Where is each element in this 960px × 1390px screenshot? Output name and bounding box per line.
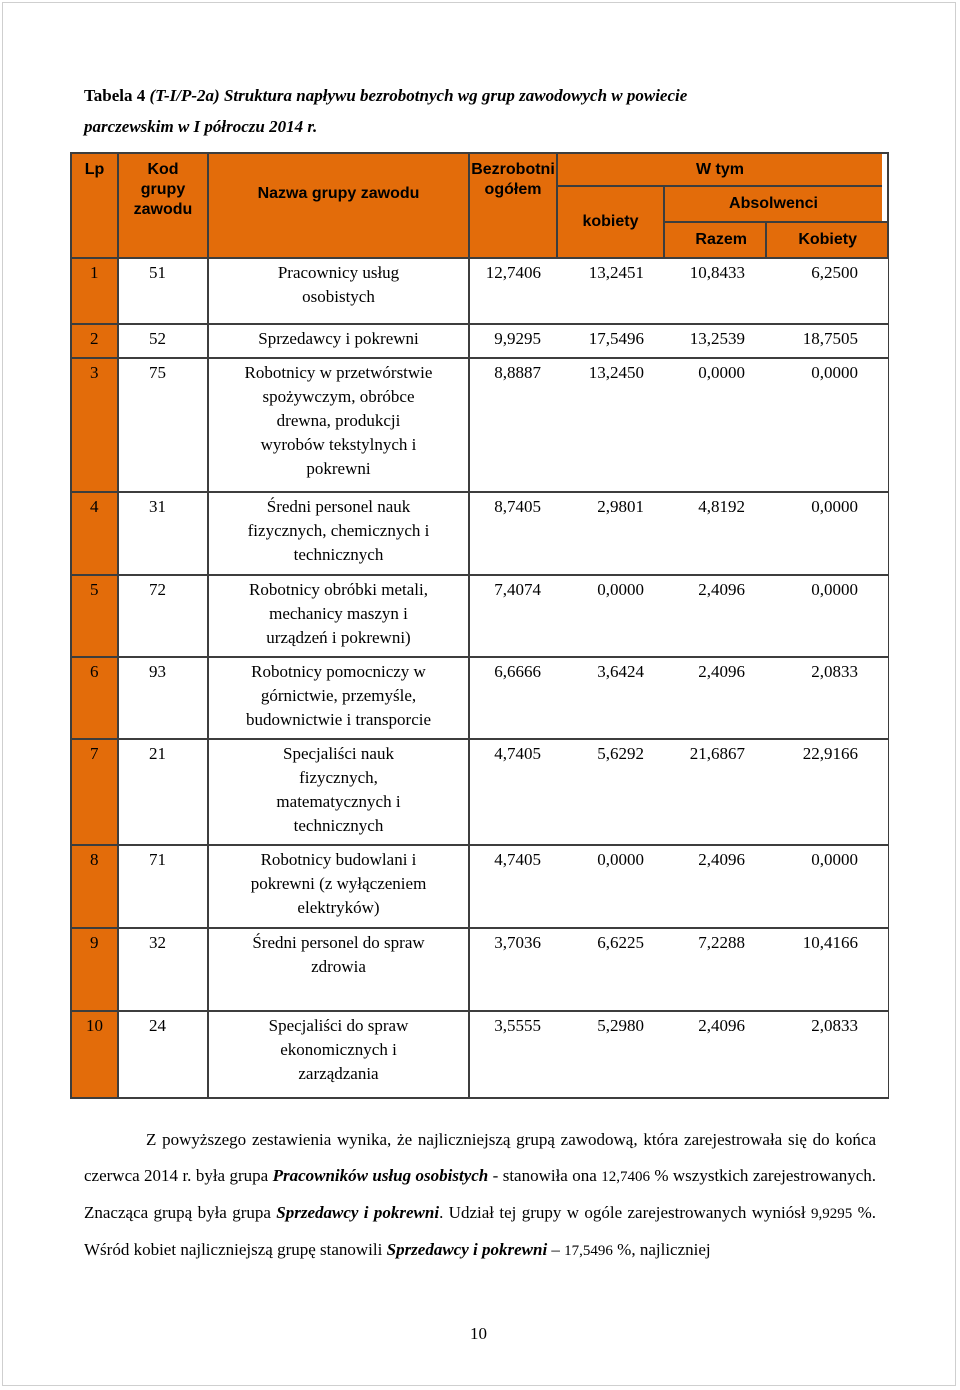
cell-group-name-line: technicznych bbox=[293, 545, 384, 564]
cell-group-name-line: technicznych bbox=[293, 816, 384, 835]
cell-group-name-line: Specjaliści nauk bbox=[283, 744, 394, 763]
value-ogolem: 4,7405 bbox=[494, 850, 541, 869]
header-bezrobotni-line: ogółem bbox=[484, 181, 542, 198]
summary-text: – bbox=[547, 1240, 565, 1259]
value-ogolem: 3,7036 bbox=[494, 933, 541, 952]
cell-lp bbox=[72, 658, 117, 738]
cell-kod bbox=[119, 740, 207, 844]
header-right-spacer bbox=[882, 154, 887, 221]
value-absolwenci-razem: 21,6867 bbox=[689, 744, 745, 763]
cell-kod bbox=[119, 1012, 207, 1097]
cell-kod-value: 93 bbox=[149, 662, 166, 681]
cell-lp-value: 9 bbox=[90, 933, 99, 952]
header-razem-label: Razem bbox=[695, 231, 747, 248]
cell-group-name-line: matematycznych i bbox=[276, 792, 401, 811]
value-ogolem: 7,4074 bbox=[494, 580, 541, 599]
value-absolwenci-kobiety: 0,0000 bbox=[811, 363, 858, 382]
summary-percent-1: 12,7406 bbox=[601, 1169, 650, 1185]
value-kobiety: 5,2980 bbox=[597, 1016, 644, 1035]
cell-group-name bbox=[209, 493, 468, 574]
cell-kod-value: 75 bbox=[149, 363, 166, 382]
cell-group-name-line: Sprzedawcy i pokrewni bbox=[258, 329, 419, 348]
cell-values bbox=[470, 576, 888, 656]
value-kobiety: 6,6225 bbox=[597, 933, 644, 952]
cell-values bbox=[470, 325, 888, 357]
cell-lp bbox=[72, 929, 117, 1010]
header-bezrobotni-line: Bezrobotni bbox=[471, 161, 555, 178]
value-absolwenci-razem: 2,4096 bbox=[698, 1016, 745, 1035]
value-absolwenci-kobiety: 2,0833 bbox=[811, 662, 858, 681]
header-lp bbox=[72, 154, 117, 257]
cell-group-name-line: fizycznych, chemicznych i bbox=[247, 521, 430, 540]
header-kod-line: Kod bbox=[147, 161, 179, 178]
value-ogolem: 12,7406 bbox=[485, 263, 541, 282]
header-kod-line: grupy bbox=[140, 181, 186, 198]
cell-values bbox=[470, 259, 888, 323]
header-kobiety-label: kobiety bbox=[582, 213, 639, 230]
cell-lp bbox=[72, 359, 117, 491]
cell-lp bbox=[72, 325, 117, 357]
summary-text: %, najliczniej bbox=[612, 1240, 711, 1259]
cell-values bbox=[470, 846, 888, 927]
cell-kod bbox=[119, 576, 207, 656]
header-kobiety bbox=[558, 187, 663, 257]
value-ogolem: 3,5555 bbox=[494, 1016, 541, 1035]
caption-prefix: Tabela 4 bbox=[84, 86, 146, 105]
cell-group-name-line: osobistych bbox=[302, 287, 375, 306]
cell-group-name-line: Robotnicy obróbki metali, bbox=[249, 580, 428, 599]
cell-lp-value: 3 bbox=[90, 363, 99, 382]
value-kobiety: 13,2450 bbox=[588, 363, 644, 382]
header-kod-line: zawodu bbox=[133, 201, 193, 218]
table-caption bbox=[84, 80, 884, 142]
value-absolwenci-razem: 0,0000 bbox=[698, 363, 745, 382]
caption-text-line2: parczewskim w I półroczu 2014 r. bbox=[84, 117, 318, 136]
cell-lp-value: 7 bbox=[90, 744, 99, 763]
value-kobiety: 5,6292 bbox=[597, 744, 644, 763]
cell-kod-value: 21 bbox=[149, 744, 166, 763]
cell-group-name bbox=[209, 1012, 468, 1097]
summary-text: Z powyższego zestawienia wynika, że najliczniejszą grupą zawodową, która zarejestrowała się do końca czerwca 2014 r. była grupa bbox=[84, 1130, 876, 1185]
value-ogolem: 9,9295 bbox=[494, 329, 541, 348]
data-table bbox=[70, 152, 889, 1099]
value-absolwenci-kobiety: 0,0000 bbox=[811, 850, 858, 869]
cell-group-name bbox=[209, 359, 468, 491]
summary-text: % wszystkich zarejestrowanych. Znacząca grupą była grupa bbox=[84, 1166, 877, 1222]
value-absolwenci-kobiety: 18,7505 bbox=[802, 329, 858, 348]
cell-lp bbox=[72, 259, 117, 323]
cell-lp-value: 1 bbox=[90, 263, 99, 282]
cell-kod-value: 31 bbox=[149, 497, 166, 516]
cell-lp-value: 10 bbox=[86, 1016, 103, 1035]
summary-text: %. Wśród kobiet najliczniejszą grupę stanowili bbox=[84, 1203, 876, 1259]
value-ogolem: 8,7405 bbox=[494, 497, 541, 516]
header-bezrobotni bbox=[470, 154, 556, 257]
cell-group-name bbox=[209, 846, 468, 927]
value-absolwenci-razem: 4,8192 bbox=[698, 497, 745, 516]
header-kobiety2-label: Kobiety bbox=[798, 231, 857, 248]
cell-lp bbox=[72, 846, 117, 927]
summary-group-1: Pracowników usług osobistych bbox=[272, 1166, 489, 1185]
cell-group-name-line: ekonomicznych i bbox=[280, 1040, 397, 1059]
value-absolwenci-kobiety: 0,0000 bbox=[811, 580, 858, 599]
cell-group-name bbox=[209, 576, 468, 656]
value-absolwenci-razem: 10,8433 bbox=[689, 263, 745, 282]
header-razem bbox=[665, 223, 765, 257]
cell-group-name-line: pokrewni bbox=[306, 459, 371, 478]
cell-kod bbox=[119, 658, 207, 738]
value-absolwenci-razem: 7,2288 bbox=[698, 933, 745, 952]
cell-values bbox=[470, 658, 888, 738]
cell-kod-value: 24 bbox=[149, 1016, 166, 1035]
cell-kod-value: 32 bbox=[149, 933, 166, 952]
cell-group-name-line: drewna, produkcji bbox=[276, 411, 401, 430]
value-kobiety: 0,0000 bbox=[597, 850, 644, 869]
summary-group-3: Sprzedawcy i pokrewni bbox=[386, 1240, 548, 1259]
value-kobiety: 13,2451 bbox=[588, 263, 644, 282]
summary-paragraph bbox=[84, 1122, 876, 1269]
page-number: 10 bbox=[470, 1324, 487, 1343]
cell-kod-value: 52 bbox=[149, 329, 166, 348]
cell-lp-value: 4 bbox=[90, 497, 99, 516]
cell-group-name-line: pokrewni (z wyłączeniem bbox=[250, 874, 427, 893]
caption-text-line1: Struktura napływu bezrobotnych wg grup zawodowych w powiecie bbox=[223, 86, 688, 105]
cell-group-name-line: Robotnicy w przetwórstwie bbox=[244, 363, 433, 382]
cell-group-name-line: Średni personel do spraw bbox=[252, 933, 425, 952]
cell-kod bbox=[119, 259, 207, 323]
value-absolwenci-razem: 2,4096 bbox=[698, 850, 745, 869]
cell-group-name-line: zarządzania bbox=[298, 1064, 379, 1083]
summary-text: . Udział tej grupy w ogóle zarejestrowanych wyniósł bbox=[439, 1203, 811, 1222]
caption-code: (T-I/P-2a) bbox=[149, 86, 220, 105]
header-absolwenci bbox=[665, 187, 882, 221]
header-w-tym-label: W tym bbox=[696, 160, 744, 178]
header-kod bbox=[119, 154, 207, 257]
cell-group-name bbox=[209, 325, 468, 357]
cell-group-name-line: Robotnicy budowlani i bbox=[260, 850, 417, 869]
header-nazwa bbox=[209, 154, 468, 257]
summary-text: - stanowiła ona bbox=[488, 1166, 602, 1185]
cell-lp bbox=[72, 493, 117, 574]
cell-values bbox=[470, 359, 888, 491]
cell-values bbox=[470, 1012, 888, 1097]
value-kobiety: 0,0000 bbox=[597, 580, 644, 599]
cell-lp bbox=[72, 1012, 117, 1097]
value-kobiety: 2,9801 bbox=[597, 497, 644, 516]
cell-kod-value: 51 bbox=[149, 263, 166, 282]
value-kobiety: 17,5496 bbox=[588, 329, 644, 348]
value-absolwenci-razem: 2,4096 bbox=[698, 662, 745, 681]
cell-group-name-line: urządzeń i pokrewni) bbox=[266, 628, 411, 647]
cell-values bbox=[470, 740, 888, 844]
cell-values bbox=[470, 493, 888, 574]
value-absolwenci-kobiety: 22,9166 bbox=[802, 744, 858, 763]
cell-group-name-line: Robotnicy pomocniczy w bbox=[251, 662, 426, 681]
cell-group-name-line: elektryków) bbox=[297, 898, 380, 917]
cell-group-name-line: zdrowia bbox=[311, 957, 366, 976]
cell-group-name-line: fizycznych, bbox=[299, 768, 378, 787]
header-kobiety2 bbox=[767, 223, 887, 257]
value-absolwenci-razem: 13,2539 bbox=[689, 329, 745, 348]
cell-group-name-line: Średni personel nauk bbox=[266, 497, 411, 516]
cell-kod bbox=[119, 325, 207, 357]
cell-kod-value: 71 bbox=[149, 850, 166, 869]
cell-group-name bbox=[209, 259, 468, 323]
cell-values bbox=[470, 929, 888, 1010]
value-kobiety: 3,6424 bbox=[597, 662, 644, 681]
header-lp-label: Lp bbox=[84, 161, 105, 178]
cell-kod bbox=[119, 929, 207, 1010]
cell-kod bbox=[119, 359, 207, 491]
header-nazwa-label: Nazwa grupy zawodu bbox=[257, 185, 420, 202]
cell-group-name-line: spożywczym, obróbce bbox=[262, 387, 415, 406]
cell-group-name-line: budownictwie i transporcie bbox=[245, 710, 432, 729]
cell-lp-value: 6 bbox=[90, 662, 99, 681]
cell-group-name-line: wyrobów tekstylnych i bbox=[260, 435, 417, 454]
value-ogolem: 4,7405 bbox=[494, 744, 541, 763]
cell-kod bbox=[119, 846, 207, 927]
header-absolwenci-label: Absolwenci bbox=[729, 195, 818, 212]
value-ogolem: 6,6666 bbox=[494, 662, 541, 681]
cell-group-name bbox=[209, 929, 468, 1010]
cell-group-name bbox=[209, 658, 468, 738]
value-absolwenci-razem: 2,4096 bbox=[698, 580, 745, 599]
cell-lp-value: 5 bbox=[90, 580, 99, 599]
value-absolwenci-kobiety: 2,0833 bbox=[811, 1016, 858, 1035]
cell-kod bbox=[119, 493, 207, 574]
value-ogolem: 8,8887 bbox=[494, 363, 541, 382]
cell-group-name bbox=[209, 740, 468, 844]
value-absolwenci-kobiety: 0,0000 bbox=[811, 497, 858, 516]
value-absolwenci-kobiety: 6,2500 bbox=[811, 263, 858, 282]
cell-lp-value: 8 bbox=[90, 850, 99, 869]
cell-lp-value: 2 bbox=[90, 329, 99, 348]
header-w-tym bbox=[558, 154, 882, 185]
cell-group-name-line: mechanicy maszyn i bbox=[269, 604, 408, 623]
cell-lp bbox=[72, 740, 117, 844]
summary-percent-2: 9,9295 bbox=[810, 1206, 853, 1222]
summary-group-2: Sprzedawcy i pokrewni bbox=[276, 1203, 440, 1222]
summary-percent-3: 17,5496 bbox=[564, 1243, 613, 1259]
value-absolwenci-kobiety: 10,4166 bbox=[802, 933, 858, 952]
cell-group-name-line: górnictwie, przemyśle, bbox=[260, 686, 417, 705]
cell-kod-value: 72 bbox=[149, 580, 166, 599]
cell-lp bbox=[72, 576, 117, 656]
cell-group-name-line: Pracownicy usług bbox=[277, 263, 400, 282]
cell-group-name-line: Specjaliści do spraw bbox=[268, 1016, 409, 1035]
